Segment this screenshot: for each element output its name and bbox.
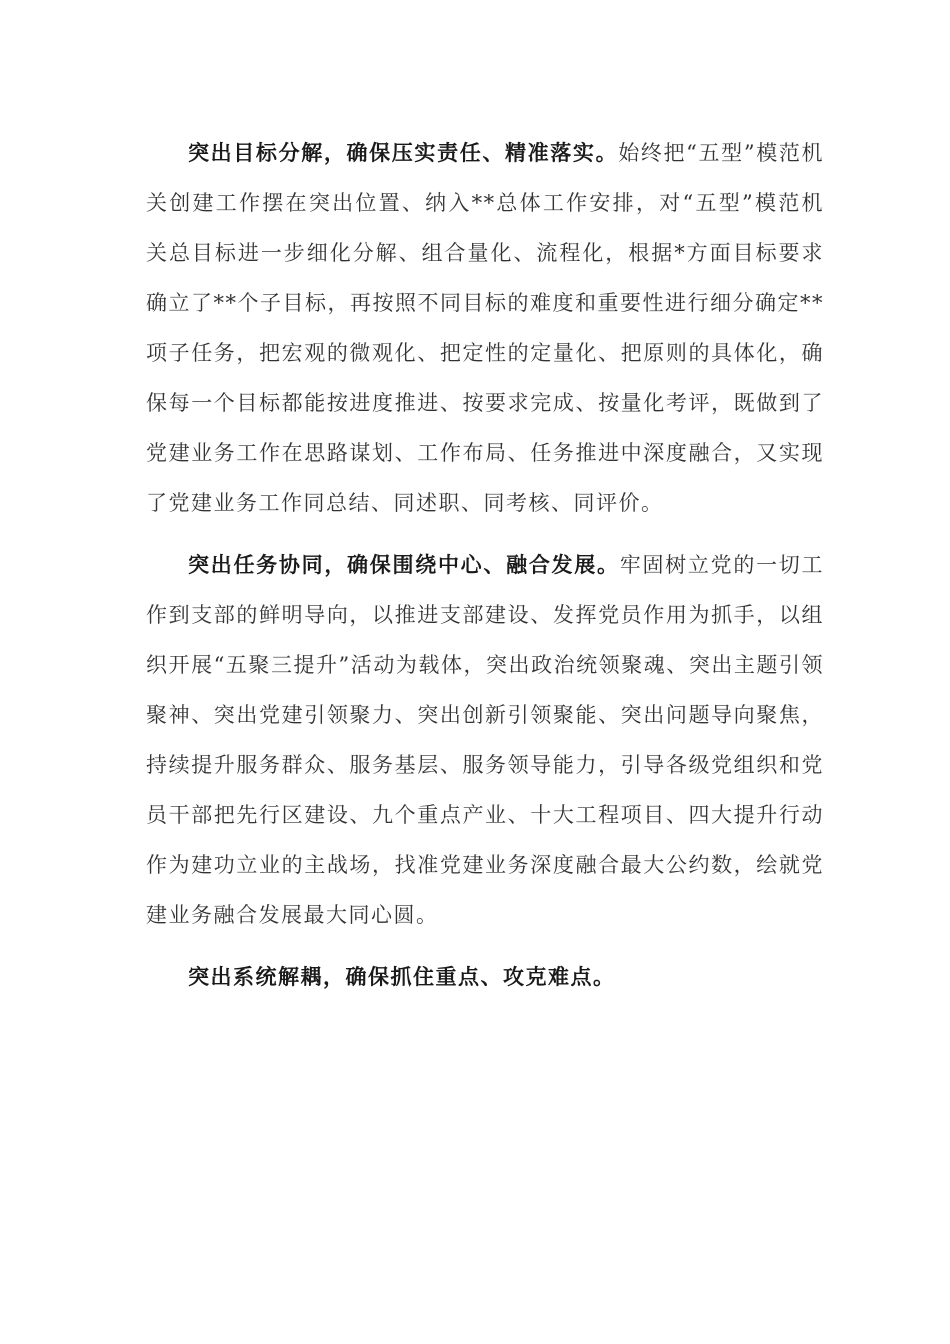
paragraph-task-coordination xyxy=(146,540,824,940)
paragraph-text: 始终把“五型”模范机关创建工作摆在突出位置、纳入**总体工作安排，对“五型”模范机关总目标进一步细化分解、组合量化、流程化，根据*方面目标要求确立了**个子目标，再按照不同目标的难度和重要性进行细分确定**项子任务，把宏观的微观化、把定性的定量化、把原则的具体化，确保每一个目标都能按进度推进、按要求完成、按量化考评，既做到了党建业务工作在思路谋划、工作布局、任务推进中深度融合，又实现了党建业务工作同总结、同述职、同考核、同评价。 xyxy=(146,141,824,515)
paragraph-heading: 突出系统解耦，确保抓住重点、攻克难点。 xyxy=(188,964,616,989)
paragraph-text: 牢固树立党的一切工作到支部的鲜明导向，以推进支部建设、发挥党员作用为抓手，以组织开展“五聚三提升”活动为载体，突出政治统领聚魂、突出主题引领聚神、突出党建引领聚力、突出创新引领聚能、突出问题导向聚焦，持续提升服务群众、服务基层、服务领导能力，引导各级党组织和党员干部把先行区建设、九个重点产业、十大工程项目、四大提升行动作为建功立业的主战场，找准党建业务深度融合最大公约数，绘就党建业务融合发展最大同心圆。 xyxy=(146,553,825,927)
paragraph-heading: 突出目标分解，确保压实责任、精准落实。 xyxy=(188,140,619,165)
paragraph-heading: 突出任务协同，确保围绕中心、融合发展。 xyxy=(188,552,620,577)
paragraph-system-decoupling xyxy=(146,952,824,1002)
paragraph-target-decomposition xyxy=(146,128,824,528)
document-body xyxy=(146,128,824,1014)
